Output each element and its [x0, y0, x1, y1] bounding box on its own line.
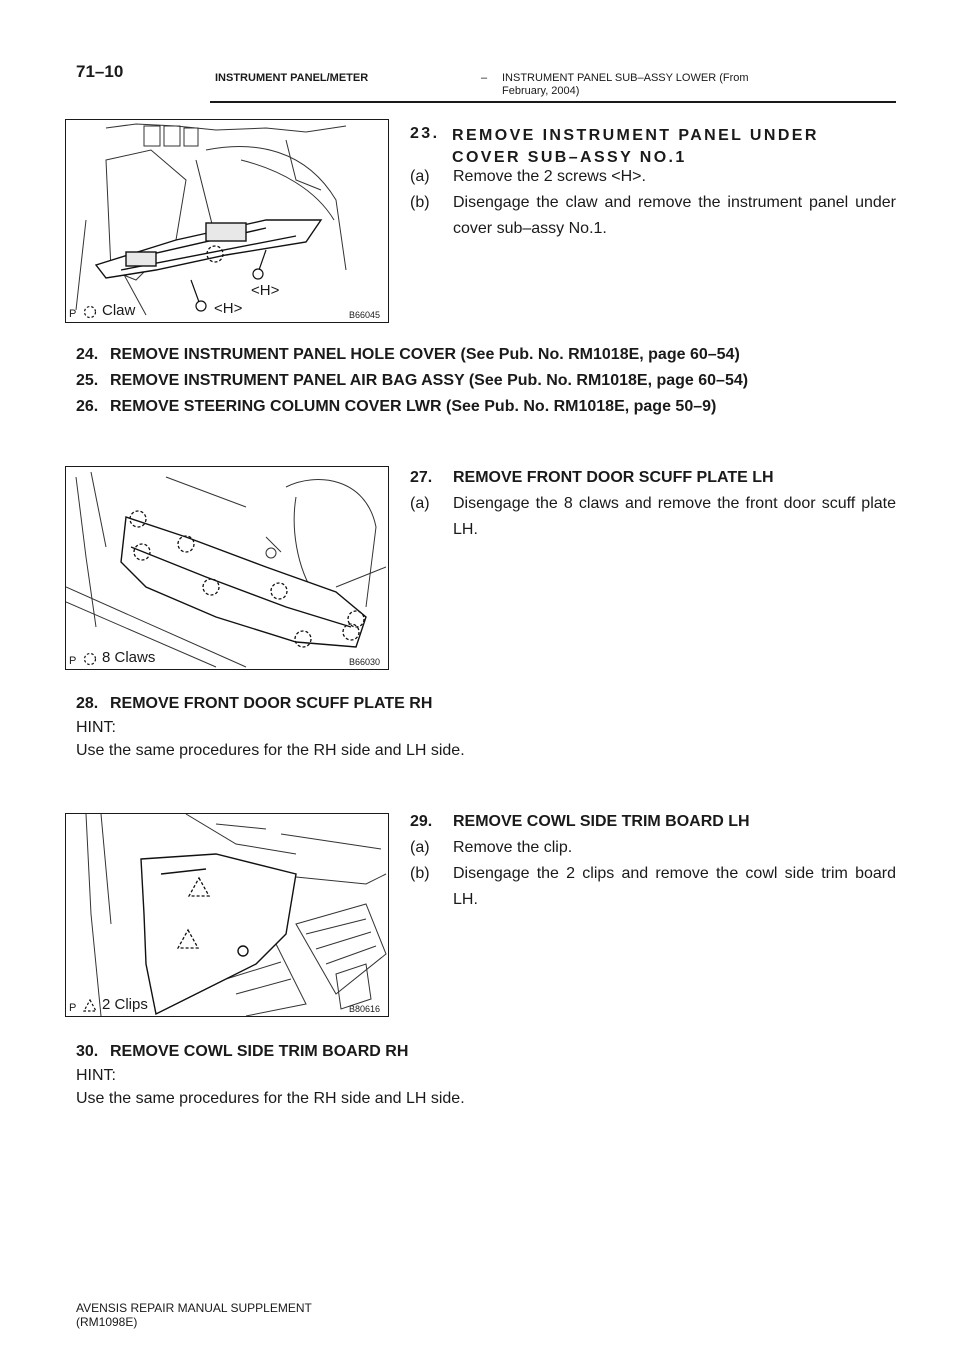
step-23-number: 23.	[410, 125, 440, 142]
step-29-b-text: Disengage the 2 clips and remove the cowl side trim board LH.	[453, 865, 896, 908]
footer-manual-code: (RM1098E)	[76, 1315, 138, 1329]
step-29-title: REMOVE COWL SIDE TRIM BOARD LH	[453, 813, 750, 830]
figure-under-cover	[65, 119, 389, 323]
step-28-hint-text: Use the same procedures for the RH side and LH side.	[76, 742, 465, 759]
step-28-title: REMOVE FRONT DOOR SCUFF PLATE RH	[110, 695, 433, 712]
step-28-hint-label: HINT:	[76, 719, 116, 736]
header-section: INSTRUMENT PANEL/METER	[215, 72, 369, 84]
page-number: 71–10	[76, 62, 124, 81]
step-30-hint-text: Use the same procedures for the RH side and LH side.	[76, 1090, 465, 1107]
footer	[76, 1301, 312, 1329]
step-25-title: REMOVE INSTRUMENT PANEL AIR BAG ASSY (See Pub. No. RM1018E, page 60–54)	[110, 372, 749, 389]
step-28-number: 28.	[76, 695, 99, 712]
scuff-plate-illustration	[66, 467, 388, 669]
step-30-hint-label: HINT:	[76, 1067, 116, 1084]
step-27-title: REMOVE FRONT DOOR SCUFF PLATE LH	[453, 469, 774, 486]
step-27-a-label: (a)	[410, 495, 430, 512]
figure-p-marker: P	[69, 655, 77, 667]
step-25-number: 25.	[76, 372, 99, 389]
figure-p-marker: P	[69, 308, 77, 320]
step-29-number: 29.	[410, 813, 433, 830]
figure-caption: 8 Claws	[102, 649, 156, 666]
step-23-title	[410, 125, 896, 166]
figure-p-marker: P	[69, 1002, 77, 1014]
step-26-number: 26.	[76, 398, 99, 415]
screw-callout: <H>	[214, 300, 243, 317]
figure-id: B80616	[349, 1004, 381, 1014]
step-23-title-text: REMOVE INSTRUMENT PANEL UNDER COVER SUB–ASSY NO.1	[452, 127, 819, 166]
step-24-title: REMOVE INSTRUMENT PANEL HOLE COVER (See Pub. No. RM1018E, page 60–54)	[110, 346, 740, 363]
figure-id: B66045	[349, 310, 381, 320]
header-rule	[210, 101, 896, 103]
step-26-title: REMOVE STEERING COLUMN COVER LWR (See Pub. No. RM1018E, page 50–9)	[110, 398, 717, 415]
screw-callout: <H>	[251, 282, 280, 299]
step-27-a-text: Disengage the 8 claws and remove the front door scuff plate LH.	[453, 495, 896, 538]
cowl-trim-illustration	[66, 814, 388, 1016]
figure-caption: Claw	[102, 302, 136, 319]
step-30-number: 30.	[76, 1043, 99, 1060]
dashed-triangle-icon	[82, 998, 98, 1014]
figure-cowl-trim	[65, 813, 389, 1017]
step-27-number: 27.	[410, 469, 433, 486]
header-dash: –	[481, 72, 488, 84]
step-29-b-label: (b)	[410, 865, 430, 882]
step-30-title: REMOVE COWL SIDE TRIM BOARD RH	[110, 1043, 409, 1060]
header-title: INSTRUMENT PANEL SUB–ASSY LOWER (From February, 2004)	[502, 72, 749, 97]
step-23-b-text: Disengage the claw and remove the instrument panel under cover sub–assy No.1.	[453, 194, 896, 237]
figure-id: B66030	[349, 657, 381, 667]
step-23-a-text: Remove the 2 screws <H>.	[453, 168, 646, 185]
step-23-b-label: (b)	[410, 194, 430, 211]
step-29-a-label: (a)	[410, 839, 430, 856]
step-29-a-text: Remove the clip.	[453, 839, 573, 856]
under-cover-illustration	[66, 120, 388, 322]
dashed-circle-icon	[82, 651, 98, 667]
step-24-number: 24.	[76, 346, 99, 363]
figure-caption: 2 Clips	[102, 996, 148, 1013]
dashed-circle-icon	[82, 304, 98, 320]
figure-scuff-plate	[65, 466, 389, 670]
footer-manual-title: AVENSIS REPAIR MANUAL SUPPLEMENT	[76, 1301, 312, 1315]
step-23-a-label: (a)	[410, 168, 430, 185]
